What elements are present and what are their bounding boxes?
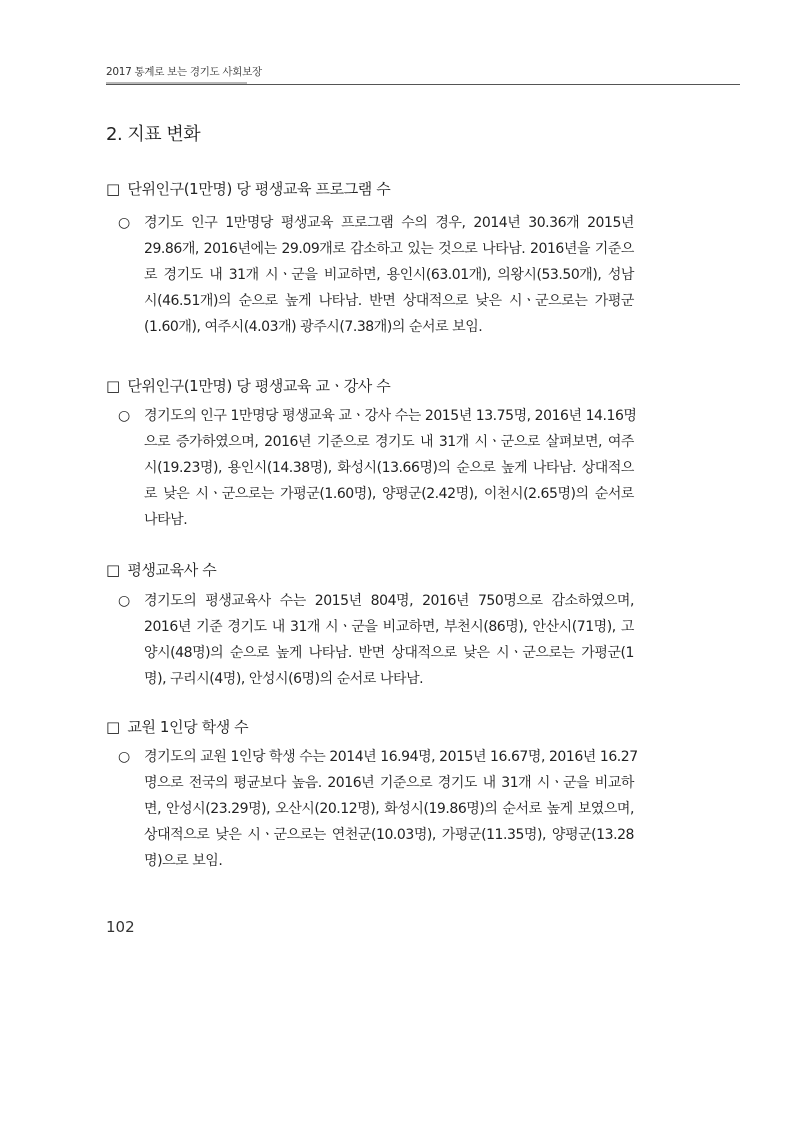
paragraph-line: 으로 증가하였으며, 2016년 기준으로 경기도 내 31개 시ㆍ군으로 살펴보면, 여주 <box>144 434 634 450</box>
running-title: 2017 통계로 보는 경기도 사회보장 <box>106 66 262 78</box>
header-rule <box>106 84 740 85</box>
paragraph-line: (1.60개), 여주시(4.03개) 광주시(7.38개)의 순서로 보임. <box>144 319 483 335</box>
paragraph-line: 로 낮은 시ㆍ군으로는 가평군(1.60명), 양평군(2.42명), 이천시(2.65명)의 순서로 <box>144 486 634 502</box>
subheading-text: 평생교육사 수 <box>127 561 217 579</box>
circle-bullet-icon: ○ <box>118 408 130 424</box>
section-title: 2. 지표 변화 <box>106 124 201 145</box>
checkbox-square-icon: □ <box>106 561 120 579</box>
checkbox-square-icon: □ <box>106 180 120 198</box>
paragraph-line: 경기도 인구 1만명당 평생교육 프로그램 수의 경우, 2014년 30.36개 2015년 <box>144 215 634 231</box>
subheading-program-count <box>106 178 390 199</box>
paragraph-line: 명으로 전국의 평균보다 높음. 2016년 기준으로 경기도 내 31개 시ㆍ군을 비교하 <box>144 775 634 791</box>
subheading-text: 교원 1인당 학생 수 <box>127 718 249 736</box>
paragraph-line: 시(46.51개)의 순으로 높게 나타남. 반면 상대적으로 낮은 시ㆍ군으로는 가평군 <box>144 293 634 309</box>
paragraph-line: 시(19.23명), 용인시(14.38명), 화성시(13.66명)의 순으로 높게 나타남. 상대적으 <box>144 460 634 476</box>
subheading-text: 단위인구(1만명) 당 평생교육 프로그램 수 <box>127 180 391 198</box>
paragraph-line: 나타남. <box>144 512 188 528</box>
paragraph-line: 경기도의 평생교육사 수는 2015년 804명, 2016년 750명으로 감소하였으며, <box>144 593 634 609</box>
paragraph-line: 상대적으로 낮은 시ㆍ군으로는 연천군(10.03명), 가평군(11.35명), 양평군(13.28 <box>144 827 634 843</box>
subheading-instructor-count <box>106 375 390 396</box>
paragraph-educator-count <box>118 588 638 692</box>
paragraph-students-per-teacher <box>118 744 638 874</box>
paragraph-line: 29.86개, 2016년에는 29.09개로 감소하고 있는 것으로 나타남. 2016년을 기준으 <box>144 241 634 257</box>
paragraph-line: 경기도의 교원 1인당 학생 수는 2014년 16.94명, 2015년 16.67명, 2016년 16.27 <box>144 749 638 765</box>
checkbox-square-icon: □ <box>106 718 120 736</box>
paragraph-line: 로 경기도 내 31개 시ㆍ군을 비교하면, 용인시(63.01개), 의왕시(53.50개), 성남 <box>144 267 634 283</box>
paragraph-line: 명), 구리시(4명), 안성시(6명)의 순서로 나타남. <box>144 671 424 687</box>
paragraph-line: 양시(48명)의 순으로 높게 나타남. 반면 상대적으로 낮은 시ㆍ군으로는 가평군(1 <box>144 645 634 661</box>
page-number: 102 <box>106 918 135 936</box>
circle-bullet-icon: ○ <box>118 215 130 231</box>
subheading-educator-count <box>106 559 216 580</box>
circle-bullet-icon: ○ <box>118 749 130 765</box>
subheading-students-per-teacher <box>106 716 248 737</box>
circle-bullet-icon: ○ <box>118 593 130 609</box>
paragraph-instructor-count <box>118 403 638 533</box>
paragraph-line: 면, 안성시(23.29명), 오산시(20.12명), 화성시(19.86명)의 순서로 높게 보였으며, <box>144 801 634 817</box>
subheading-text: 단위인구(1만명) 당 평생교육 교ㆍ강사 수 <box>127 377 391 395</box>
checkbox-square-icon: □ <box>106 377 120 395</box>
paragraph-line: 2016년 기준 경기도 내 31개 시ㆍ군을 비교하면, 부천시(86명), 안산시(71명), 고 <box>144 619 634 635</box>
paragraph-line: 명)으로 보임. <box>144 853 223 869</box>
paragraph-line: 경기도의 인구 1만명당 평생교육 교ㆍ강사 수는 2015년 13.75명, 2016년 14.16명 <box>144 408 637 424</box>
paragraph-program-count <box>118 210 638 340</box>
